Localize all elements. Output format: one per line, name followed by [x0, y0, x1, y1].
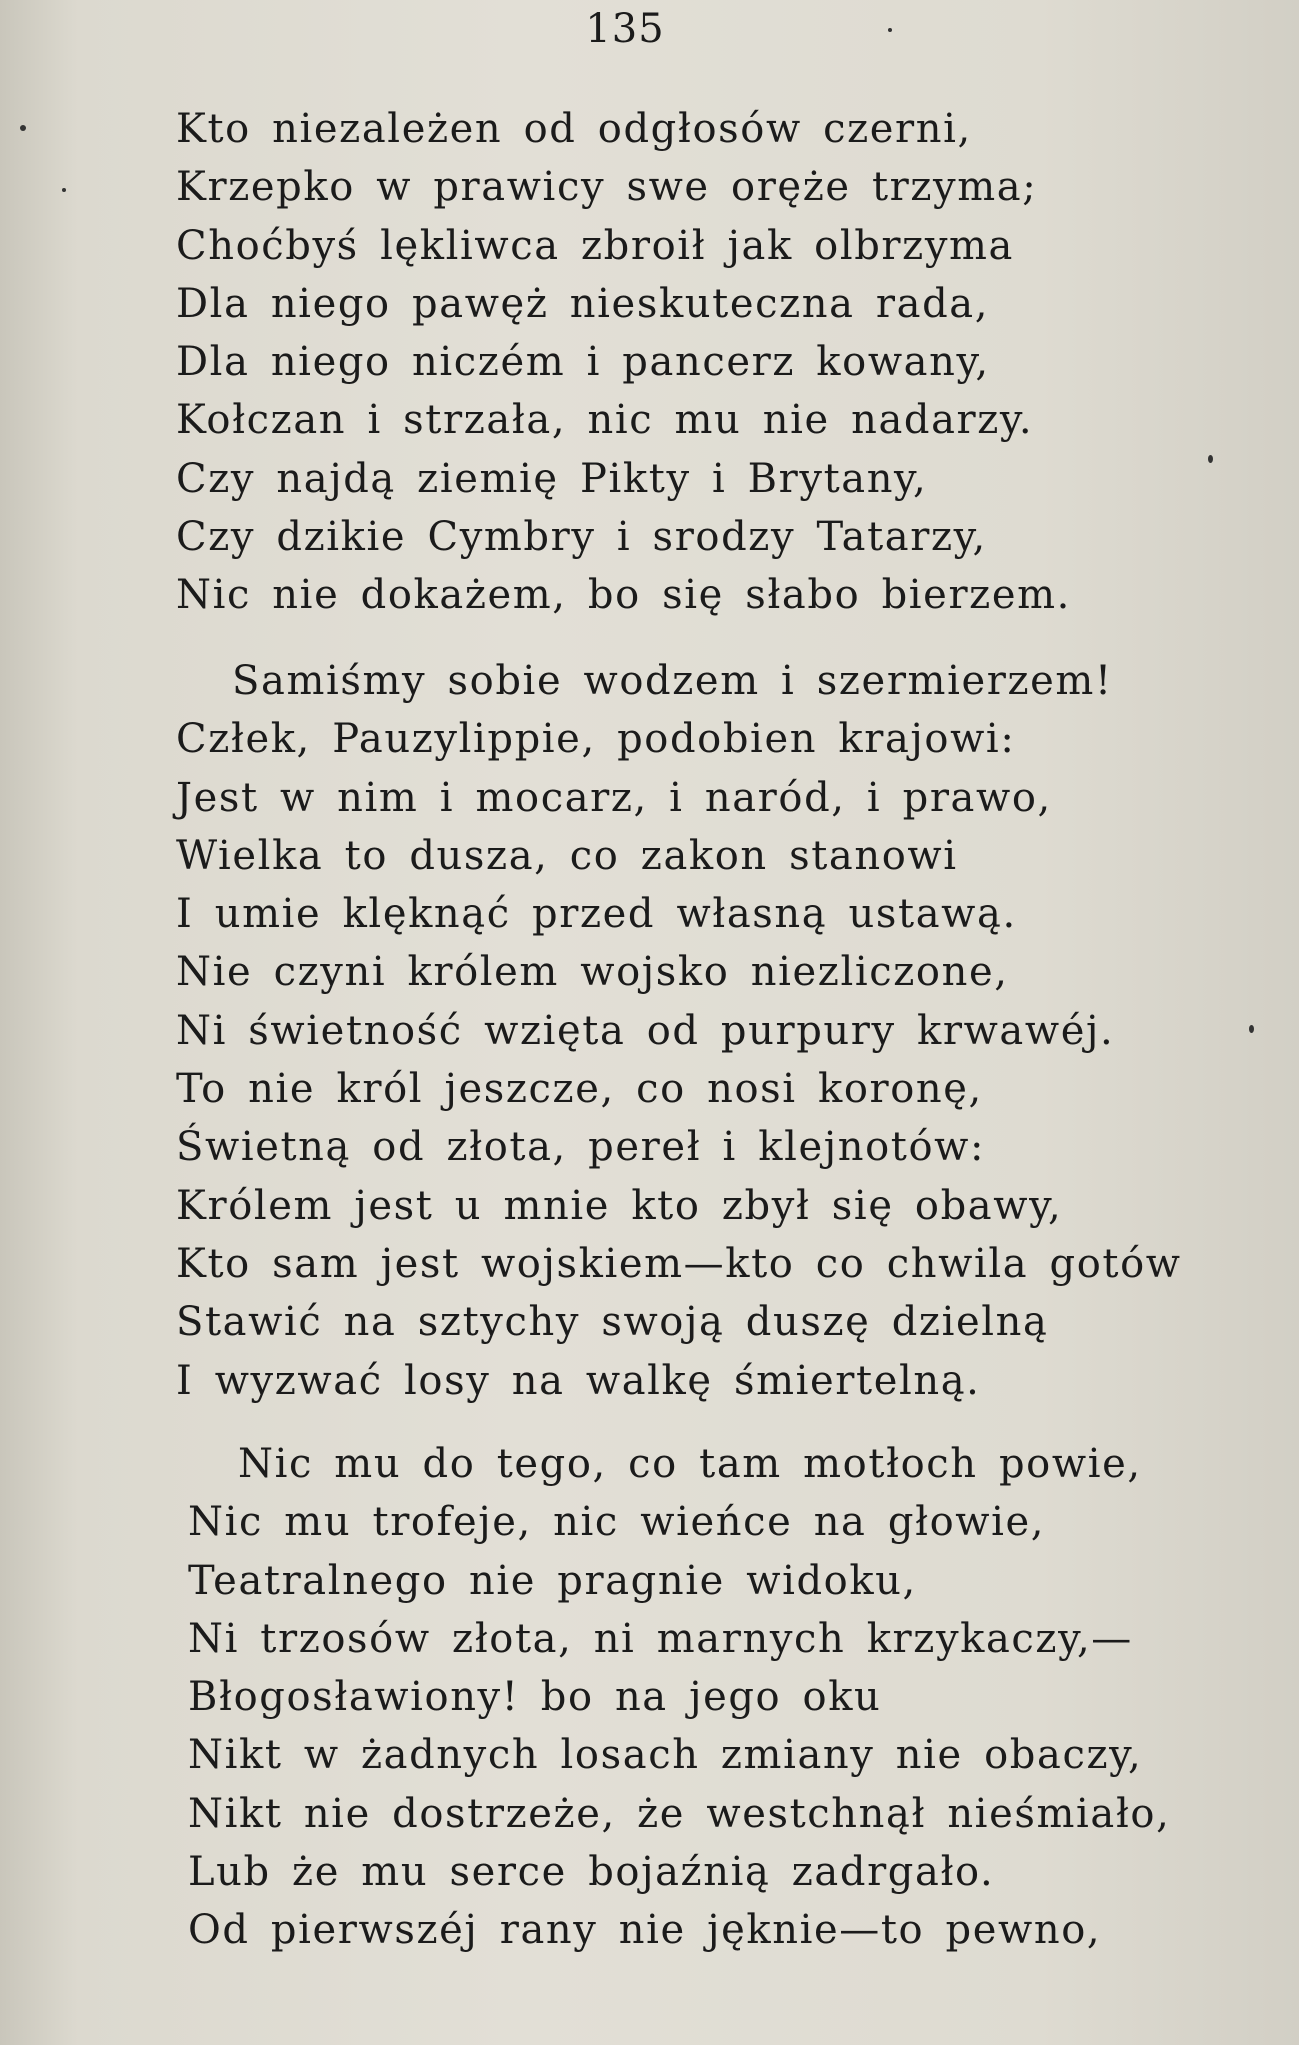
verse-line: Nic mu trofeje, nic wieńce na głowie,: [188, 1499, 1046, 1546]
verse-line: Teatralnego nie pragnie widoku,: [188, 1557, 917, 1604]
stanza-1: [176, 100, 1071, 625]
verse-line: Nie czyni królem wojsko niezliczone,: [176, 949, 1009, 996]
verse-line: To nie król jeszcze, co nosi koronę,: [176, 1066, 983, 1113]
verse-line: Czy dzikie Cymbry i srodzy Tatarzy,: [176, 514, 987, 561]
paper-speck: [20, 125, 26, 131]
paper-speck: [1249, 1025, 1254, 1033]
verse-line: Dla niego niczém i pancerz kowany,: [176, 339, 990, 386]
verse-line: Świetną od złota, pereł i klejnotów:: [176, 1124, 986, 1171]
verse-line: Stawić na sztychy swoją duszę dzielną: [176, 1299, 1049, 1346]
verse-line: Nikt w żadnych losach zmiany nie obaczy,: [188, 1732, 1143, 1779]
paper-speck: [1208, 455, 1213, 463]
verse-line: Czy najdą ziemię Pikty i Brytany,: [176, 455, 928, 502]
verse-line: Od pierwszéj rany nie jęknie—to pewno,: [188, 1907, 1102, 1954]
stanza-2: [176, 652, 1182, 1410]
verse-line: Królem jest u mnie kto zbył się obawy,: [176, 1182, 1063, 1229]
page-number: 135: [585, 6, 665, 52]
verse-line: Kto sam jest wojskiem—kto co chwila gotów: [176, 1240, 1182, 1287]
verse-line: Krzepko w prawicy swe oręże trzyma;: [176, 164, 1038, 211]
verse-line: I wyzwać losy na walkę śmiertelną.: [176, 1357, 981, 1404]
verse-line: Człek, Pauzylippie, podobien krajowi:: [176, 716, 1016, 763]
verse-line: I umie klęknąć przed własną ustawą.: [176, 891, 1017, 938]
verse-line: Lub że mu serce bojaźnią zadrgało.: [188, 1849, 995, 1896]
verse-line: Nikt nie dostrzeże, że westchnął nieśmiało,: [188, 1790, 1171, 1837]
verse-line: Jest w nim i mocarz, i naród, i prawo,: [176, 774, 1052, 821]
verse-line: Ni świetność wzięta od purpury krwawéj.: [176, 1007, 1115, 1054]
paper-speck: [888, 28, 892, 32]
verse-line: Ni trzosów złota, ni marnych krzykaczy,—: [188, 1615, 1133, 1662]
paper-speck: [62, 188, 66, 192]
verse-line: Kto niezależen od odgłosów czerni,: [176, 106, 972, 152]
verse-line: Wielka to dusza, co zakon stanowi: [176, 832, 958, 879]
stanza-3: [188, 1435, 1170, 1960]
verse-line: Choćbyś lękliwca zbroił jak olbrzyma: [176, 222, 1015, 269]
verse-line: Nic mu do tego, co tam motłoch powie,: [238, 1441, 1142, 1487]
verse-line: Kołczan i strzała, nic mu nie nadarzy.: [176, 397, 1034, 444]
verse-line: Nic nie dokażem, bo się słabo bierzem.: [176, 572, 1071, 619]
verse-line: Błogosławiony! bo na jego oku: [188, 1674, 882, 1721]
verse-line: Dla niego pawęż nieskuteczna rada,: [176, 280, 990, 327]
verse-line: Samiśmy sobie wodzem i szermierzem!: [232, 658, 1113, 704]
